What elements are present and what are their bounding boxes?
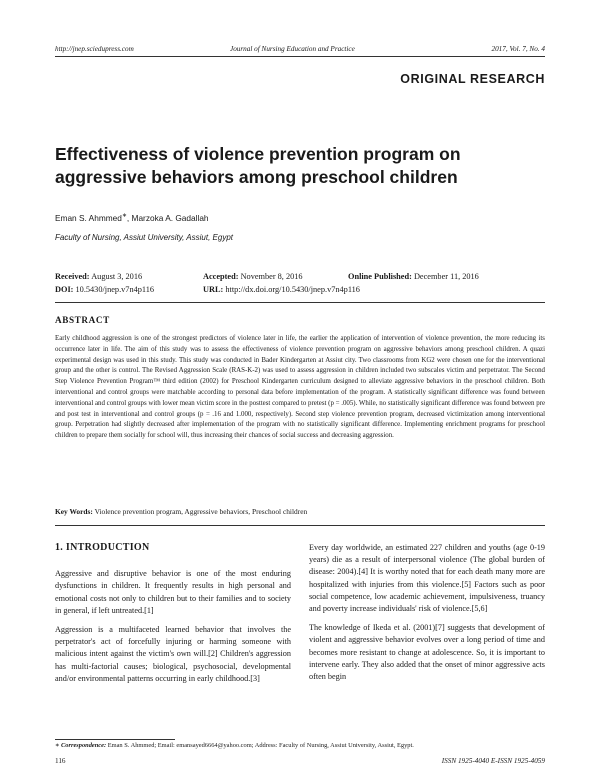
- body-paragraph: Every day worldwide, an estimated 227 children and youths (age 0-19 years) die as a result of interpersonal violence (The global burden of disease: 2004).[4] It is worthy noted that for each death many more are hospitalized with injuries from this violence.[5] Factors such as poor social competence, low academic achievement, impulsiveness, truancy and poverty increase individuals' risk of violence.[5,6]: [309, 543, 545, 614]
- doi-value[interactable]: 10.5430/jnep.v7n4p116: [75, 285, 155, 294]
- accepted-date: November 8, 2016: [240, 272, 303, 281]
- doi-label: DOI:: [55, 285, 74, 294]
- issn: ISSN 1925-4040 E-ISSN 1925-4059: [441, 757, 545, 765]
- footnote-text: Eman S. Ahmmed; Email: emansayed6664@yahoo.com; Address: Faculty of Nursing, Assiut University, Assiut, Egypt.: [107, 742, 414, 749]
- corresponding-marker: ∗: [121, 213, 127, 219]
- article-title: Effectiveness of violence prevention program on aggressive behaviors among preschool children: [55, 144, 461, 187]
- article-type-label: ORIGINAL RESEARCH: [400, 72, 545, 86]
- published-label: Online Published:: [348, 272, 412, 281]
- journal-name: Journal of Nursing Education and Practice: [230, 45, 355, 53]
- correspondence-footnote: [55, 741, 545, 749]
- keywords: [55, 507, 545, 516]
- published-date: December 11, 2016: [413, 272, 479, 281]
- body-paragraph: Aggression is a multifaceted learned behavior that involves the perpetrator's act of forcefully injuring or harming someone with malicious intent against the victim's own will.[2] Children's aggression has multi-factorial causes; biological, psychosocial, developmental and/or environmental patterns occurring in early childhood.[3]: [55, 625, 291, 683]
- keywords-text: Violence prevention program, Aggressive behaviors, Preschool children: [94, 507, 308, 516]
- author-name: Eman S. Ahmmed: [55, 212, 122, 223]
- body-column-right: [309, 542, 545, 690]
- body-paragraph: Aggressive and disruptive behavior is one of the most enduring dysfunctions in children. It frequently results in high personal and emotional costs not only to children but to their families and to society in general, if left untreated.[1]: [55, 569, 291, 615]
- header-divider: [55, 56, 545, 57]
- abstract-heading: ABSTRACT: [55, 315, 110, 325]
- url-label: URL:: [203, 285, 224, 294]
- publication-dates: [55, 270, 545, 296]
- metadata-divider: [55, 302, 545, 303]
- footnote-label: ∗ Correspondence:: [55, 742, 107, 749]
- section-heading: 1. INTRODUCTION: [55, 542, 150, 553]
- received-label: Received:: [55, 272, 90, 281]
- body-column-left: [55, 542, 291, 692]
- author-line: Eman S. Ahmmed∗, Marzoka A. Gadallah: [55, 212, 209, 223]
- accepted-label: Accepted:: [203, 272, 239, 281]
- doi-url-link[interactable]: http://dx.doi.org/10.5430/jnep.v7n4p116: [225, 285, 360, 294]
- received-date: August 3, 2016: [91, 272, 143, 281]
- journal-url[interactable]: http://jnep.sciedupress.com: [55, 45, 134, 53]
- page-number: 116: [55, 757, 66, 765]
- body-paragraph: The knowledge of Ikeda et al. (2001)[7] suggests that development of violent and aggressive behavior evolves over a long period of time and becomes more resistant to change at adolescence. So, it is important to intervene early. They also added that the onset of minor aggressive acts often begin: [309, 623, 545, 682]
- abstract-divider: [55, 525, 545, 526]
- author-name: Marzoka A. Gadallah: [131, 212, 209, 223]
- volume-info: 2017, Vol. 7, No. 4: [491, 45, 545, 53]
- affiliation: Faculty of Nursing, Assiut University, Assiut, Egypt: [55, 233, 233, 242]
- abstract-text: Early childhood aggression is one of the strongest predictors of violence later in life, the earlier the application of intervention of violence prevention, the more reducing its occurrence later in life. The aim of this study was to assess the effectiveness of violence prevention program on aggressive behaviors among preschool children. A quazi experimental design was used in this study. This study was conducted in Bader Kindergarten at Assiut city. Two classrooms from KG2 were chosen one for the interventional group and the other is control. The Revised Aggression Scale (RAS-K-2) was used to assess aggression in children included two subscales victim and perpetrator. The Second Step Violence Prevention Program™ third edition (2002) for Preschool Kindergarten curriculum designed to alleviate aggressive behaviors in the preschool children. Both interventional and control groups were matchable according to personal data before implementation of the program. A statistically significant difference was found between interventional and control groups with lower mean victim score in the posttest compared to pretest (p = .005). While, no statistically significant difference was found between pre and post test in interventional and control groups (p = .16 and 1.000, respectively). Second step violence prevention program, decreased victimization among interventional group. Perpetration had slightly decreased after implementation of the program with no statistically significant difference. Implementing enrichment programs for preschool children to prepare them socially for school will, thus increasing their chances of social success and decreasing aggression.: [55, 335, 545, 440]
- footnote-divider: [55, 739, 175, 740]
- keywords-label: Key Words:: [55, 507, 93, 516]
